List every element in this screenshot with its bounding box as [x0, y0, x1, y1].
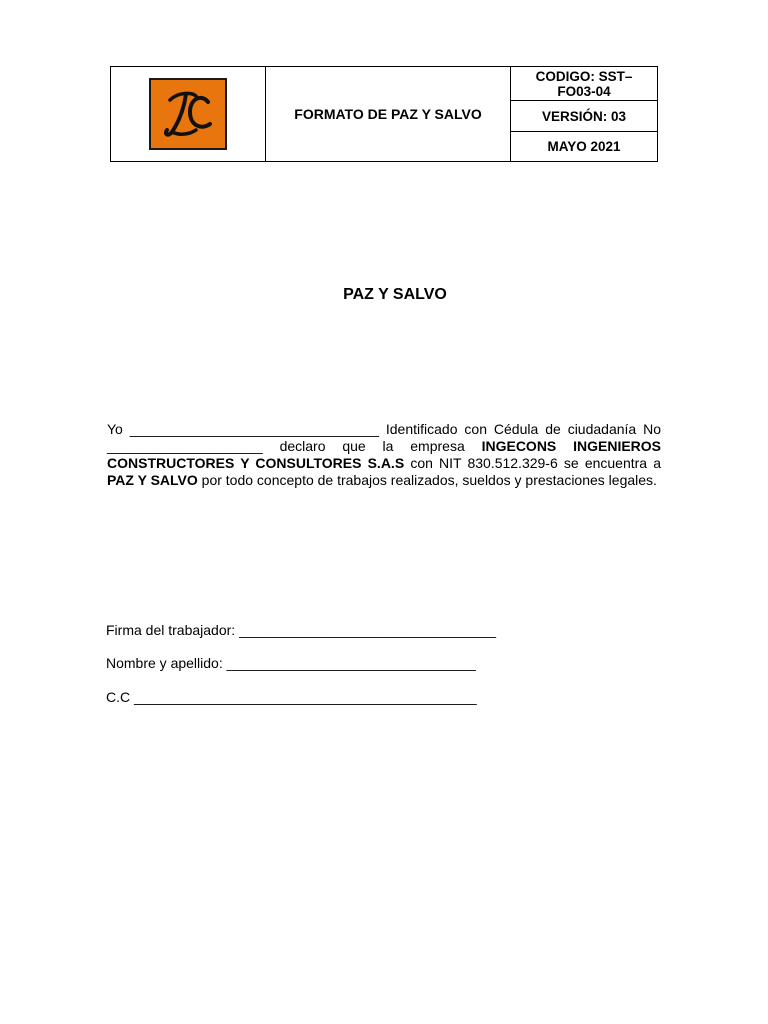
company-logo: [149, 78, 227, 150]
id-number-field: [106, 689, 477, 705]
text-yo: Yo: [107, 421, 123, 437]
text-identificado: Identificado con Cédula de ciudadanía No: [385, 421, 662, 437]
form-code-line1: CODIGO: SST–: [535, 68, 633, 84]
form-code: [511, 67, 657, 101]
full-name-label: Nombre y apellido:: [106, 655, 223, 671]
id-number-label: C.C: [106, 689, 131, 705]
declaration-paragraph: [107, 421, 661, 489]
form-meta: [511, 67, 657, 161]
id-number-blank[interactable]: ____________________________________________: [134, 689, 477, 705]
signature-label: Firma del trabajador:: [106, 622, 236, 638]
text-closing: por todo concepto de trabajos realizados, sueldos y prestaciones legales.: [201, 472, 657, 488]
blank-worker-id[interactable]: ____________________: [107, 438, 263, 454]
form-date: MAYO 2021: [547, 139, 621, 154]
logo-mark-icon: [156, 84, 220, 144]
header-table: [110, 66, 658, 162]
text-nit: con NIT 830.512.329-6 se encuentra a: [410, 455, 662, 471]
form-title: FORMATO DE PAZ Y SALVO: [266, 67, 511, 161]
text-declaro: declaro que la empresa: [279, 438, 465, 454]
full-name-blank[interactable]: ________________________________: [226, 655, 476, 671]
form-code-line2: FO03-04: [557, 83, 611, 99]
blank-worker-name[interactable]: ________________________________: [129, 421, 379, 437]
form-version: VERSIÓN: 03: [511, 101, 657, 132]
logo-cell: [111, 67, 266, 161]
document-title: PAZ Y SALVO: [343, 286, 447, 303]
company-name: INGECONS INGENIEROS CONSTRUCTORES Y CONSULTORES S.A.S: [107, 438, 662, 471]
signature-field: [106, 622, 496, 638]
text-paz-y-salvo: PAZ Y SALVO: [107, 472, 198, 488]
full-name-field: [106, 655, 476, 671]
signature-blank[interactable]: _________________________________: [239, 622, 497, 638]
